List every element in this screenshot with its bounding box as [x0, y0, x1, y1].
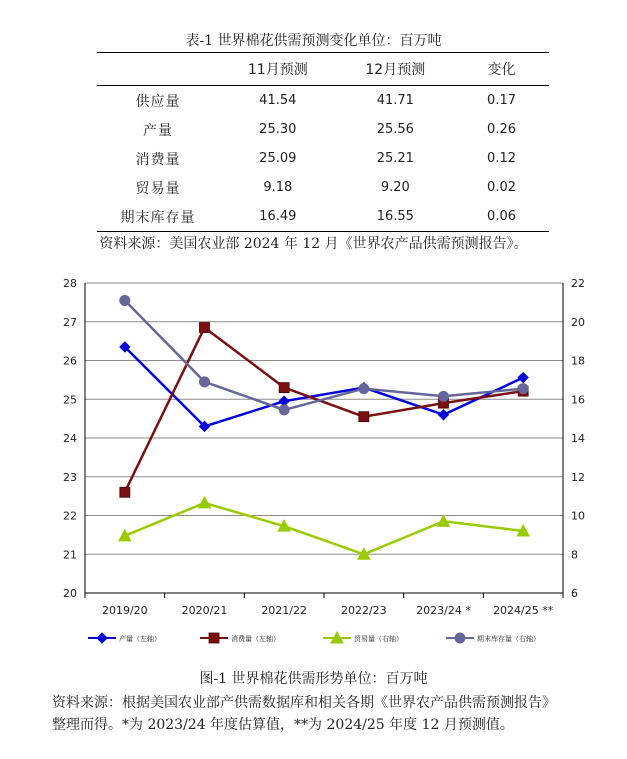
y-left-tick-label: 22	[63, 509, 77, 523]
y-left-tick-label: 27	[63, 315, 77, 329]
series-square	[120, 323, 528, 498]
series-circle	[120, 295, 528, 414]
cell-change: 0.06	[454, 202, 549, 232]
data-point	[120, 295, 130, 305]
series-line	[125, 328, 523, 493]
y-right-tick-label: 10	[571, 509, 585, 523]
x-tick-label: 2019/20	[101, 604, 148, 617]
data-point	[279, 405, 289, 415]
data-point	[199, 497, 211, 508]
table-header-blank	[97, 53, 219, 86]
y-left-tick-label: 21	[63, 548, 77, 562]
row-label: 消费量	[135, 151, 181, 168]
data-point	[439, 391, 449, 401]
cell-nov: 41.54	[259, 93, 297, 108]
legend-swatch-marker	[209, 633, 219, 643]
x-tick-label: 2021/22	[261, 604, 308, 617]
data-point	[439, 410, 449, 420]
data-point	[518, 373, 528, 383]
supply-demand-table	[97, 52, 549, 232]
data-point	[200, 323, 210, 333]
table-header-row	[97, 53, 549, 86]
cell-change: 0.12	[487, 151, 516, 166]
legend-label: 产量（左轴）	[119, 635, 161, 643]
table-row	[97, 173, 549, 202]
figure-title: 图-1 世界棉花供需形势单位：百万吨	[199, 671, 428, 687]
series-line	[125, 347, 523, 427]
table-row	[97, 144, 549, 173]
x-tick-label: 2022/23	[340, 604, 387, 617]
legend-label: 期末库存量（右轴）	[477, 635, 540, 643]
y-left-tick-label: 26	[63, 354, 77, 368]
y-right-tick-label: 16	[571, 393, 585, 407]
cell-dec: 25.21	[376, 151, 414, 166]
y-left-tick-label: 28	[63, 277, 77, 290]
series-line	[125, 503, 523, 554]
table-row	[97, 202, 549, 232]
source-note-line-1: 资料来源：根据美国农业部产供需数据库和相关各期《世界农产品供需预测报告》	[52, 695, 556, 711]
table-row	[97, 115, 549, 144]
y-right-tick-label: 22	[571, 277, 585, 290]
y-right-tick-label: 12	[571, 470, 585, 484]
table-header-nov: 11月预测	[219, 53, 337, 86]
legend-label: 贸易量（右轴）	[354, 635, 403, 643]
cotton-supply-demand-chart	[0, 265, 627, 660]
table-title: 表-1 世界棉花供需预测变化单位：百万吨	[185, 33, 442, 49]
data-point	[518, 384, 528, 394]
cell-nov: 25.30	[259, 122, 297, 137]
data-point	[279, 383, 289, 393]
x-tick-label: 2023/24 *	[416, 604, 471, 617]
y-right-tick-label: 20	[571, 315, 585, 329]
x-tick-label: 2024/25 **	[493, 604, 554, 617]
cell-dec: 25.56	[376, 122, 414, 137]
row-label: 产量	[143, 122, 174, 139]
cell-change: 0.26	[487, 122, 516, 137]
data-point	[120, 487, 130, 497]
y-right-tick-label: 14	[571, 432, 585, 445]
table-row	[97, 86, 549, 116]
data-point	[359, 384, 369, 394]
y-left-tick-label: 20	[63, 587, 77, 600]
cell-nov: 16.49	[219, 202, 337, 232]
y-left-tick-label: 23	[63, 470, 77, 484]
chart-legend	[88, 632, 540, 643]
y-left-tick-label: 25	[63, 393, 77, 407]
source-note-line-2: 整理而得。*为 2023/24 年度估算值，**为 2024/25 年度 12 月预测值。	[52, 717, 514, 733]
series-diamond	[120, 342, 528, 431]
legend-label: 消费量（左轴）	[231, 635, 280, 643]
cell-dec: 9.20	[380, 180, 410, 195]
legend-swatch-marker	[97, 633, 107, 643]
y-left-tick-label: 24	[63, 432, 77, 445]
data-point	[200, 377, 210, 387]
y-right-tick-label: 18	[571, 354, 585, 368]
cell-nov: 25.09	[259, 151, 297, 166]
series-triangle	[119, 497, 529, 559]
cell-change: 0.17	[487, 93, 516, 108]
y-right-tick-label: 8	[571, 548, 578, 562]
cell-dec: 16.55	[337, 202, 455, 232]
row-label: 贸易量	[135, 180, 181, 197]
x-tick-label: 2020/21	[181, 604, 228, 617]
legend-swatch-marker	[455, 633, 465, 643]
cell-nov: 9.18	[263, 180, 293, 195]
row-label: 供应量	[135, 93, 181, 110]
cell-change: 0.02	[487, 180, 516, 195]
row-label: 期末库存量	[97, 202, 219, 232]
data-point	[359, 412, 369, 422]
cell-dec: 41.71	[376, 93, 414, 108]
table-header-dec: 12月预测	[337, 53, 455, 86]
table-header-change: 变化	[454, 53, 549, 86]
table-source-note: 资料来源：美国农业部 2024 年 12 月《世界农产品供需预测报告》。	[99, 236, 528, 252]
y-right-tick-label: 6	[571, 587, 578, 600]
